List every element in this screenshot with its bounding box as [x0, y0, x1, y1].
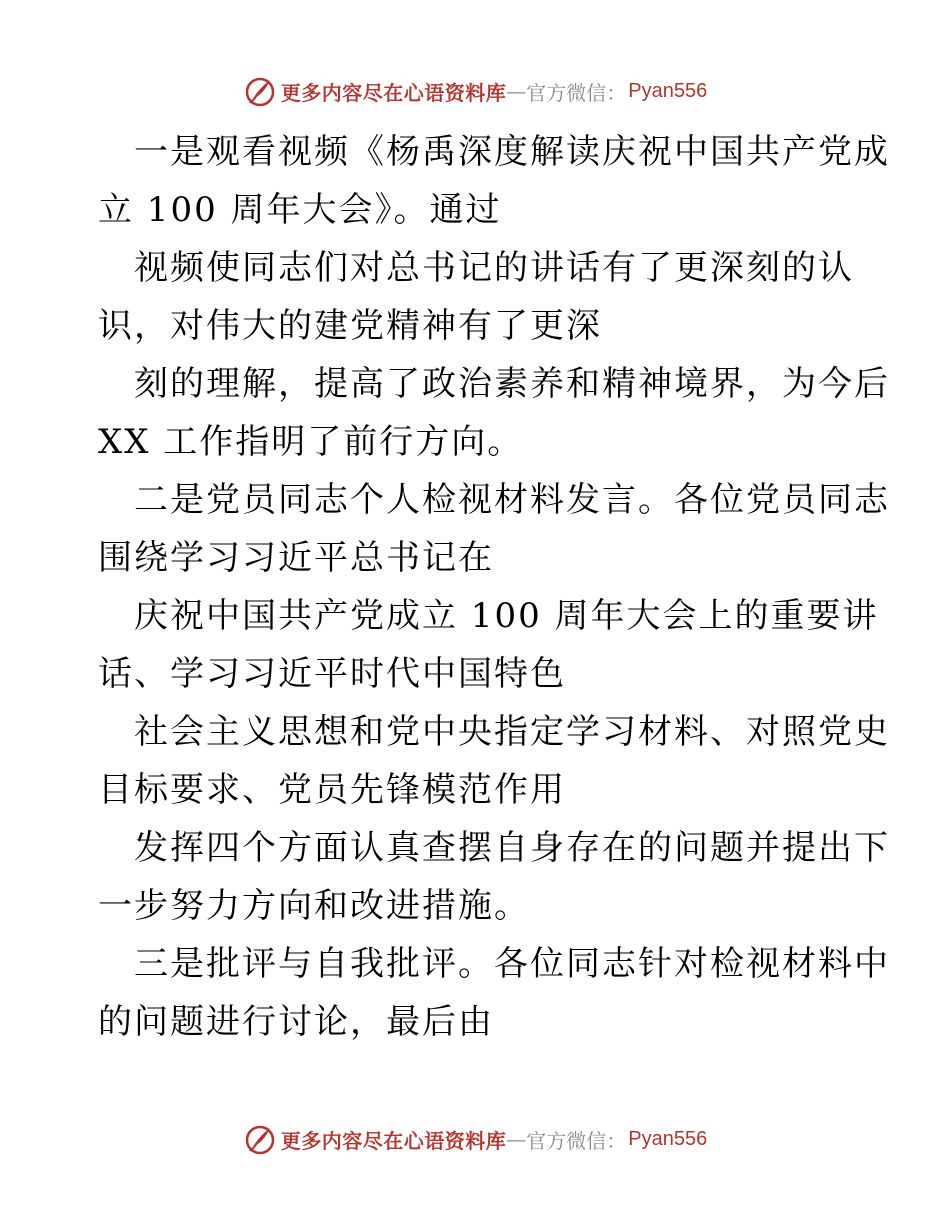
body-line-2: 立 100 周年大会》。通过: [98, 190, 502, 230]
banner-separator: —: [506, 79, 527, 103]
quill-pen-logo-icon: [243, 74, 277, 108]
body-line-16: 的问题进行讨论，最后由: [98, 1002, 494, 1042]
banner-wechat-id: Pyan556: [628, 1127, 708, 1150]
body-line-15: 三是批评与自我批评。各位同志针对检视材料中: [134, 944, 890, 984]
document-body: [98, 123, 890, 1051]
banner-wechat-label: 官方微信：: [526, 80, 627, 105]
banner-separator: —: [506, 1127, 527, 1151]
footer-banner: [0, 1119, 950, 1159]
body-line-1: 一是观看视频《杨禹深度解读庆祝中国共产党成: [134, 132, 890, 172]
body-line-11: 社会主义思想和党中央指定学习材料、对照党史: [134, 712, 890, 752]
banner-brand-text: 更多内容尽在心语资料库: [280, 80, 507, 105]
body-line-3: 视频使同志们对总书记的讲话有了更深刻的认: [134, 248, 854, 288]
banner-wechat-id: Pyan556: [628, 79, 708, 102]
body-line-10: 话、学习习近平时代中国特色: [98, 654, 566, 694]
body-line-14: 一步努力方向和改进措施。: [98, 886, 530, 926]
body-line-4: 识，对伟大的建党精神有了更深: [98, 306, 602, 346]
body-line-7: 二是党员同志个人检视材料发言。各位党员同志: [134, 480, 890, 520]
body-line-5: 刻的理解，提高了政治素养和精神境界，为今后: [134, 364, 890, 404]
body-line-13: 发挥四个方面认真查摆自身存在的问题并提出下: [134, 828, 890, 868]
banner-brand-text: 更多内容尽在心语资料库: [280, 1128, 507, 1153]
body-line-12: 目标要求、党员先锋模范作用: [98, 770, 566, 810]
body-line-6: XX 工作指明了前行方向。: [98, 422, 524, 462]
header-banner: [0, 71, 950, 111]
quill-pen-logo-icon: [243, 1122, 277, 1156]
body-line-9: 庆祝中国共产党成立 100 周年大会上的重要讲: [134, 596, 879, 636]
body-line-8: 围绕学习习近平总书记在: [98, 538, 494, 578]
banner-wechat-label: 官方微信：: [526, 1128, 627, 1153]
